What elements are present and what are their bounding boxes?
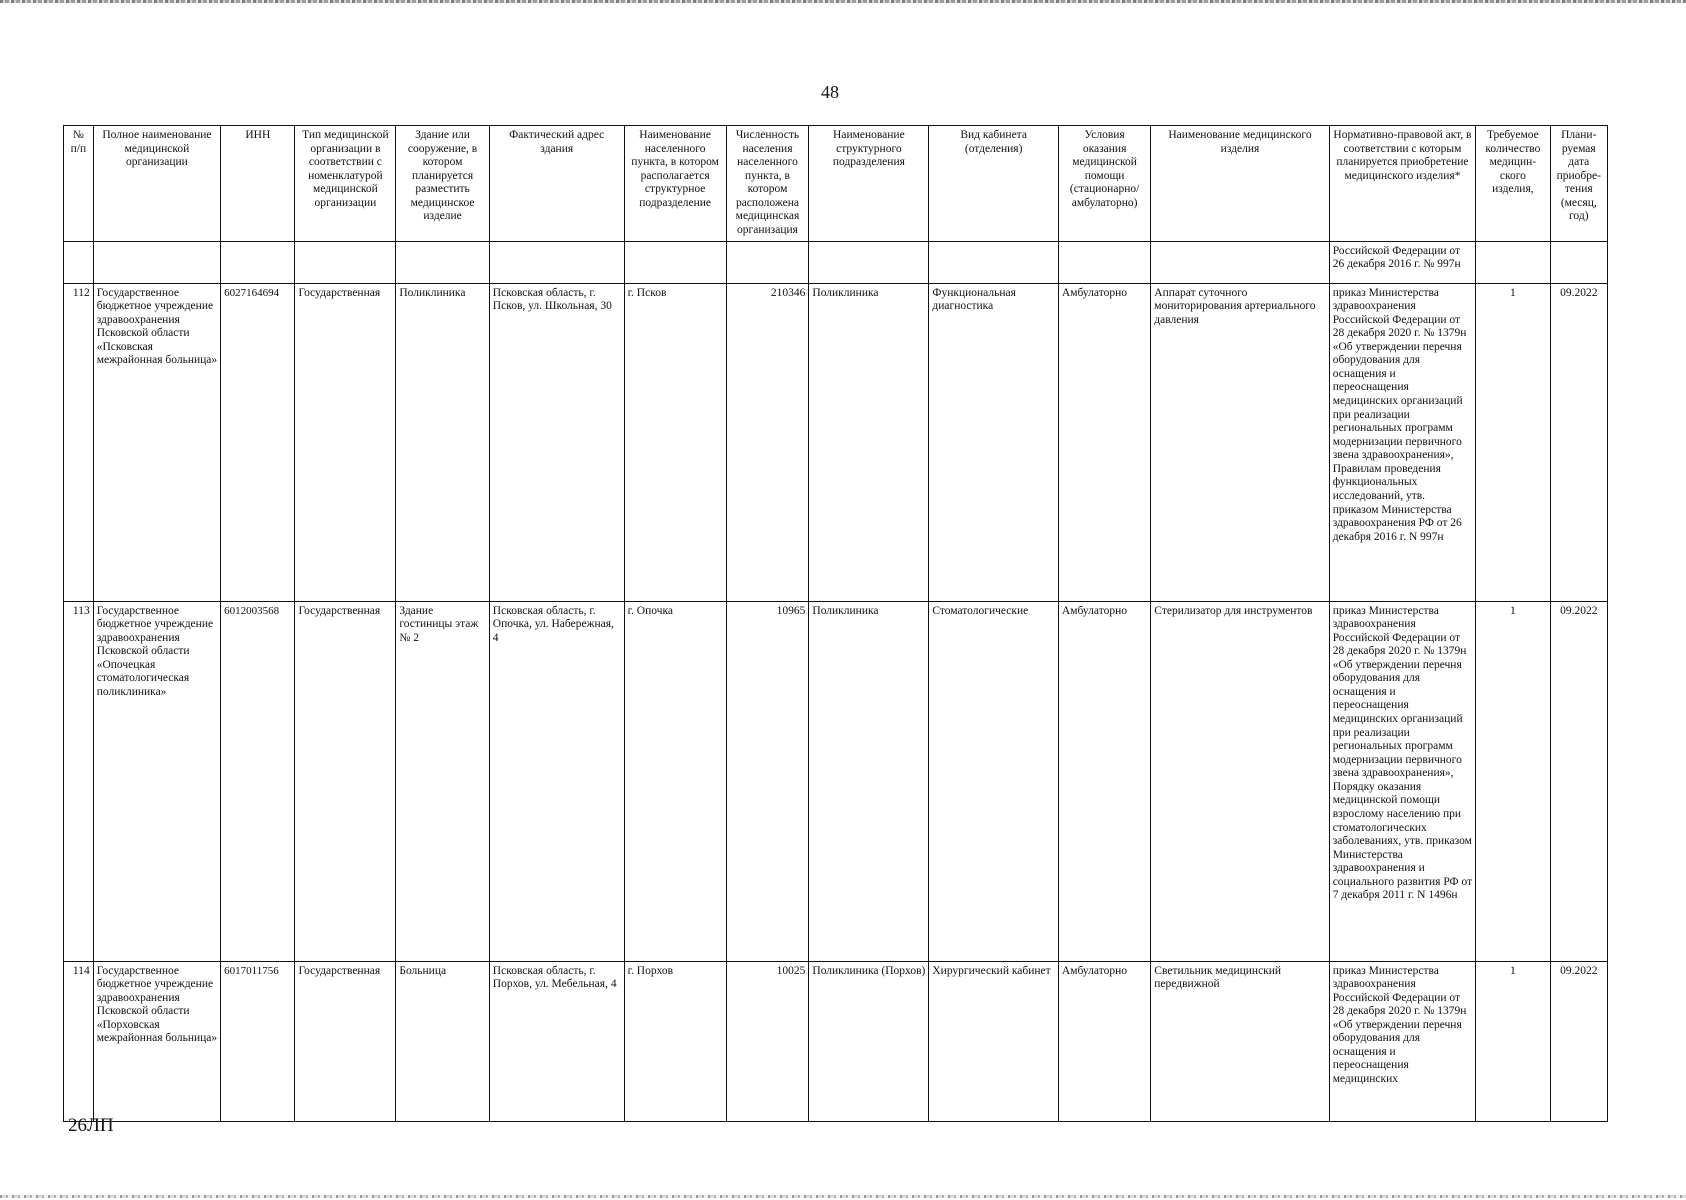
table-cell: [396, 241, 489, 283]
org-name-cell: Государственное бюджетное учреждение здравоохранения Псковской области «Опочецкая стоматологическая поликлиника»: [93, 601, 220, 961]
cabinet-cell: Стоматологические: [929, 601, 1059, 961]
building-cell: Здание гостиницы этаж № 2: [396, 601, 489, 961]
unit-cell: Поликлиника: [809, 601, 929, 961]
header-cell: Плани-руемая дата приобре-тения (месяц, год): [1550, 126, 1607, 242]
unit-cell: Поликлиника (Порхов): [809, 961, 929, 1121]
cabinet-cell: Функциональная диагностика: [929, 283, 1059, 601]
locality-cell: г. Опочка: [624, 601, 726, 961]
inn-cell: 6012003568: [221, 601, 295, 961]
header-cell: Нормативно-правовой акт, в соответствии с которым планируется приобретение медицинского изделия*: [1329, 126, 1476, 242]
population-cell: 10025: [726, 961, 809, 1121]
act-cell: приказ Министерства здравоохранения Российской Федерации от 28 декабря 2020 г. № 1379н «Об утверждении перечня оборудования для оснащения и переоснащения медицинских: [1329, 961, 1476, 1121]
header-cell: № п/п: [64, 126, 94, 242]
table-cell: [221, 241, 295, 283]
org-name-cell: Государственное бюджетное учреждение здравоохранения Псковской области «Псковская межрайонная больница»: [93, 283, 220, 601]
locality-cell: г. Порхов: [624, 961, 726, 1121]
quantity-cell: 1: [1476, 961, 1550, 1121]
header-cell: Тип медицинской организации в соответствии с номенклатурой медицинской организации: [295, 126, 396, 242]
scan-edge-top: [0, 0, 1686, 3]
header-cell: Требуемое количество медицин-ского изделия,: [1476, 126, 1550, 242]
date-cell: 09.2022: [1550, 283, 1607, 601]
cabinet-cell: Хирургический кабинет: [929, 961, 1059, 1121]
header-cell: ИНН: [221, 126, 295, 242]
row-number: 112: [64, 283, 94, 601]
row-number: 114: [64, 961, 94, 1121]
continuation-act-cell: Российской Федерации от 26 декабря 2016 г. № 997н: [1329, 241, 1476, 283]
table-cell: [809, 241, 929, 283]
org-name-cell: Государственное бюджетное учреждение здравоохранения Псковской области «Порховская межрайонная больница»: [93, 961, 220, 1121]
header-cell: Здание или сооружение, в котором планируется разместить медицинское изделие: [396, 126, 489, 242]
quantity-cell: 1: [1476, 283, 1550, 601]
device-cell: Стерилизатор для инструментов: [1151, 601, 1329, 961]
address-cell: Псковская область, г. Псков, ул. Школьная, 30: [489, 283, 624, 601]
table-cell: [1058, 241, 1150, 283]
header-cell: Вид кабинета (отделения): [929, 126, 1059, 242]
table-row: [64, 601, 1608, 961]
device-cell: Аппарат суточного мониторирования артериального давления: [1151, 283, 1329, 601]
footer-code: 26ЛП: [68, 1115, 114, 1136]
header-cell: Численность населения населенного пункта, в котором расположена медицинская организация: [726, 126, 809, 242]
date-cell: 09.2022: [1550, 961, 1607, 1121]
locality-cell: г. Псков: [624, 283, 726, 601]
table-cell: [489, 241, 624, 283]
header-cell: Наименование медицинского изделия: [1151, 126, 1329, 242]
header-cell: Фактический адрес здания: [489, 126, 624, 242]
table-row: [64, 961, 1608, 1121]
population-cell: 210346: [726, 283, 809, 601]
page-number: 48: [821, 82, 839, 102]
act-cell: приказ Министерства здравоохранения Российской Федерации от 28 декабря 2020 г. № 1379н «Об утверждении перечня оборудования для оснащения и переоснащения медицинских организаций при реализации региональных программ модернизации первичного звена здравоохранения», Порядку оказания медицинской помощи взрослому населению при стоматологических заболеваниях, утв. приказом Министерства здравоохранения и социального развития РФ от 7 декабря 2011 г. N 1496н: [1329, 601, 1476, 961]
org-type-cell: Государственная: [295, 283, 396, 601]
address-cell: Псковская область, г. Опочка, ул. Набережная, 4: [489, 601, 624, 961]
row-number: 113: [64, 601, 94, 961]
table-cell: [64, 241, 94, 283]
table-cell: [1151, 241, 1329, 283]
unit-cell: Поликлиника: [809, 283, 929, 601]
conditions-cell: Амбулаторно: [1058, 961, 1150, 1121]
table-cell: [93, 241, 220, 283]
org-type-cell: Государственная: [295, 961, 396, 1121]
table-cell: [929, 241, 1059, 283]
table-row: [64, 283, 1608, 601]
conditions-cell: Амбулаторно: [1058, 283, 1150, 601]
population-cell: 10965: [726, 601, 809, 961]
conditions-cell: Амбулаторно: [1058, 601, 1150, 961]
table-cell: [726, 241, 809, 283]
header-cell: Наименование населенного пункта, в котором располагается структурное подразделение: [624, 126, 726, 242]
inn-cell: 6027164694: [221, 283, 295, 601]
building-cell: Поликлиника: [396, 283, 489, 601]
building-cell: Больница: [396, 961, 489, 1121]
table-cell: [1476, 241, 1550, 283]
act-cell: приказ Министерства здравоохранения Российской Федерации от 28 декабря 2020 г. № 1379н «Об утверждении перечня оборудования для оснащения и переоснащения медицинских организаций при реализации региональных программ модернизации первичного звена здравоохранения», Правилам проведения функциональных исследований, утв. приказом Министерства здравоохранения РФ от 26 декабря 2016 г. N 997н: [1329, 283, 1476, 601]
date-cell: 09.2022: [1550, 601, 1607, 961]
header-cell: Условия оказания медицинской помощи (стационарно/ амбулаторно): [1058, 126, 1150, 242]
org-type-cell: Государственная: [295, 601, 396, 961]
table-cell: [624, 241, 726, 283]
table-header-row: [64, 126, 1608, 242]
scan-edge-bottom: [0, 1195, 1686, 1198]
equipment-table: [63, 125, 1608, 1122]
header-cell: Полное наименование медицинской организации: [93, 126, 220, 242]
header-cell: Наименование структурного подразделения: [809, 126, 929, 242]
address-cell: Псковская область, г. Порхов, ул. Мебельная, 4: [489, 961, 624, 1121]
table-cell: [1550, 241, 1607, 283]
quantity-cell: 1: [1476, 601, 1550, 961]
inn-cell: 6017011756: [221, 961, 295, 1121]
table-cell: [295, 241, 396, 283]
continuation-row: [64, 241, 1608, 283]
device-cell: Светильник медицинский передвижной: [1151, 961, 1329, 1121]
